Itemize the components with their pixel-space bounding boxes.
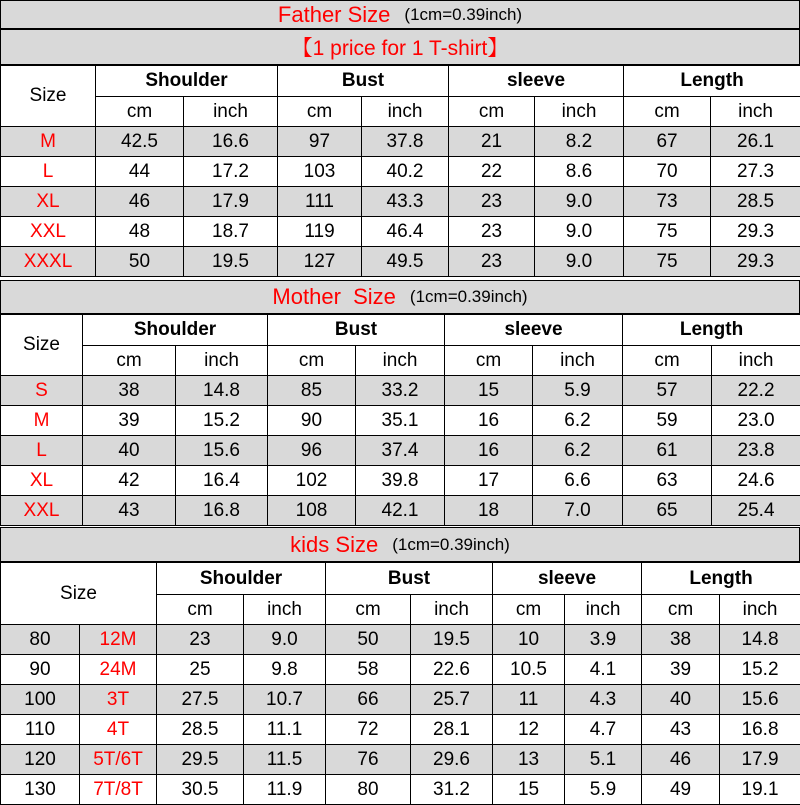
value-cell: 19.5: [411, 625, 493, 655]
table-row: [1, 775, 800, 805]
value-cell: 23: [449, 217, 535, 247]
size-cell: XXL: [1, 217, 96, 247]
unit-row: [1, 346, 800, 376]
value-cell: 119: [278, 217, 362, 247]
value-cell: 40: [642, 685, 720, 715]
table-row: [1, 376, 800, 406]
unit-inch: inch: [244, 595, 326, 625]
value-cell: 35.1: [356, 406, 445, 436]
unit-cm: cm: [642, 595, 720, 625]
value-cell: 46: [642, 745, 720, 775]
father-unit-note: (1cm=0.39inch): [404, 5, 522, 25]
value-cell: 28.1: [411, 715, 493, 745]
table-row: [1, 217, 800, 247]
value-cell: 15: [445, 376, 533, 406]
value-cell: 97: [278, 127, 362, 157]
value-cell: 27.5: [157, 685, 244, 715]
value-cell: 11.9: [244, 775, 326, 805]
value-cell: 23: [449, 187, 535, 217]
value-cell: 108: [268, 496, 356, 526]
table-row: [1, 715, 800, 745]
value-cell: 67: [624, 127, 711, 157]
value-cell: 111: [278, 187, 362, 217]
value-cell: 103: [278, 157, 362, 187]
size-cell: 12M: [80, 625, 157, 655]
size-cell: 3T: [80, 685, 157, 715]
value-cell: 43: [642, 715, 720, 745]
value-cell: 29.3: [711, 247, 800, 277]
value-cell: 80: [326, 775, 411, 805]
mother-title: Mother Size: [272, 284, 396, 310]
unit-cm: cm: [445, 346, 533, 376]
unit-inch: inch: [565, 595, 642, 625]
value-cell: 25: [157, 655, 244, 685]
height-cell: 80: [1, 625, 80, 655]
group-header: Shoulder: [157, 563, 326, 595]
value-cell: 23: [449, 247, 535, 277]
table-row: [1, 745, 800, 775]
father-title: Father Size: [278, 2, 391, 28]
value-cell: 16.8: [176, 496, 268, 526]
table-row: [1, 685, 800, 715]
value-cell: 22.2: [712, 376, 800, 406]
value-cell: 15.2: [720, 655, 800, 685]
value-cell: 28.5: [711, 187, 800, 217]
value-cell: 16: [445, 436, 533, 466]
value-cell: 48: [96, 217, 184, 247]
unit-cm: cm: [449, 97, 535, 127]
group-header: Shoulder: [96, 66, 278, 97]
value-cell: 17.9: [184, 187, 278, 217]
value-cell: 4.1: [565, 655, 642, 685]
value-cell: 17: [445, 466, 533, 496]
value-cell: 17.9: [720, 745, 800, 775]
value-cell: 28.5: [157, 715, 244, 745]
value-cell: 11: [493, 685, 565, 715]
size-cell: 7T/8T: [80, 775, 157, 805]
table-row: [1, 406, 800, 436]
group-header: sleeve: [445, 315, 623, 346]
header-row: [1, 563, 800, 595]
unit-inch: inch: [711, 97, 800, 127]
value-cell: 16.6: [184, 127, 278, 157]
value-cell: 42: [83, 466, 176, 496]
value-cell: 9.0: [535, 247, 624, 277]
value-cell: 13: [493, 745, 565, 775]
size-header: Size: [1, 66, 96, 127]
group-header: Bust: [268, 315, 445, 346]
unit-inch: inch: [720, 595, 800, 625]
value-cell: 6.6: [533, 466, 623, 496]
value-cell: 42.1: [356, 496, 445, 526]
value-cell: 70: [624, 157, 711, 187]
value-cell: 11.5: [244, 745, 326, 775]
value-cell: 38: [642, 625, 720, 655]
value-cell: 9.0: [535, 187, 624, 217]
value-cell: 5.9: [533, 376, 623, 406]
value-cell: 10.7: [244, 685, 326, 715]
value-cell: 7.0: [533, 496, 623, 526]
value-cell: 25.7: [411, 685, 493, 715]
size-cell: M: [1, 127, 96, 157]
value-cell: 50: [326, 625, 411, 655]
unit-row: [1, 97, 800, 127]
value-cell: 75: [624, 217, 711, 247]
unit-cm: cm: [157, 595, 244, 625]
father-price-band: [0, 29, 800, 65]
value-cell: 26.1: [711, 127, 800, 157]
father-title-band: [0, 0, 800, 29]
value-cell: 39: [642, 655, 720, 685]
value-cell: 42.5: [96, 127, 184, 157]
table-row: [1, 247, 800, 277]
height-cell: 100: [1, 685, 80, 715]
value-cell: 12: [493, 715, 565, 745]
group-header: sleeve: [449, 66, 624, 97]
size-header: Size: [1, 563, 157, 625]
value-cell: 23.0: [712, 406, 800, 436]
table-row: [1, 127, 800, 157]
unit-inch: inch: [356, 346, 445, 376]
unit-inch: inch: [176, 346, 268, 376]
value-cell: 27.3: [711, 157, 800, 187]
value-cell: 8.2: [535, 127, 624, 157]
size-cell: 24M: [80, 655, 157, 685]
value-cell: 76: [326, 745, 411, 775]
table-row: [1, 436, 800, 466]
value-cell: 58: [326, 655, 411, 685]
unit-cm: cm: [96, 97, 184, 127]
value-cell: 73: [624, 187, 711, 217]
unit-cm: cm: [493, 595, 565, 625]
size-cell: M: [1, 406, 83, 436]
mother-unit-note: (1cm=0.39inch): [410, 287, 528, 307]
value-cell: 5.9: [565, 775, 642, 805]
group-header: Bust: [326, 563, 493, 595]
value-cell: 19.5: [184, 247, 278, 277]
value-cell: 85: [268, 376, 356, 406]
size-cell: XL: [1, 187, 96, 217]
value-cell: 31.2: [411, 775, 493, 805]
value-cell: 49: [642, 775, 720, 805]
value-cell: 15.6: [176, 436, 268, 466]
value-cell: 9.0: [244, 625, 326, 655]
value-cell: 37.4: [356, 436, 445, 466]
value-cell: 18: [445, 496, 533, 526]
value-cell: 23.8: [712, 436, 800, 466]
unit-inch: inch: [362, 97, 449, 127]
value-cell: 16.4: [176, 466, 268, 496]
unit-inch: inch: [184, 97, 278, 127]
value-cell: 14.8: [720, 625, 800, 655]
value-cell: 44: [96, 157, 184, 187]
kids-title-band: [0, 527, 800, 562]
value-cell: 46: [96, 187, 184, 217]
value-cell: 40.2: [362, 157, 449, 187]
size-cell: L: [1, 157, 96, 187]
table-row: [1, 655, 800, 685]
value-cell: 38: [83, 376, 176, 406]
group-header: Length: [623, 315, 800, 346]
table-row: [1, 187, 800, 217]
value-cell: 22.6: [411, 655, 493, 685]
father-size-table: [0, 65, 800, 277]
value-cell: 11.1: [244, 715, 326, 745]
group-header: sleeve: [493, 563, 642, 595]
unit-cm: cm: [623, 346, 712, 376]
size-cell: S: [1, 376, 83, 406]
kids-title: kids Size: [290, 532, 378, 558]
price-note: 【1 price for 1 T-shirt】: [292, 32, 509, 62]
value-cell: 102: [268, 466, 356, 496]
unit-cm: cm: [83, 346, 176, 376]
value-cell: 30.5: [157, 775, 244, 805]
value-cell: 63: [623, 466, 712, 496]
group-header: Length: [642, 563, 800, 595]
value-cell: 29.6: [411, 745, 493, 775]
value-cell: 18.7: [184, 217, 278, 247]
kids-size-table: [0, 562, 800, 805]
size-header: Size: [1, 315, 83, 376]
value-cell: 40: [83, 436, 176, 466]
value-cell: 9.0: [535, 217, 624, 247]
kids-unit-note: (1cm=0.39inch): [392, 535, 510, 555]
value-cell: 29.3: [711, 217, 800, 247]
height-cell: 90: [1, 655, 80, 685]
value-cell: 6.2: [533, 436, 623, 466]
value-cell: 4.7: [565, 715, 642, 745]
value-cell: 43: [83, 496, 176, 526]
value-cell: 6.2: [533, 406, 623, 436]
height-cell: 120: [1, 745, 80, 775]
value-cell: 16.8: [720, 715, 800, 745]
value-cell: 9.8: [244, 655, 326, 685]
unit-inch: inch: [535, 97, 624, 127]
value-cell: 21: [449, 127, 535, 157]
table-row: [1, 625, 800, 655]
value-cell: 8.6: [535, 157, 624, 187]
value-cell: 37.8: [362, 127, 449, 157]
table-row: [1, 466, 800, 496]
table-row: [1, 496, 800, 526]
value-cell: 43.3: [362, 187, 449, 217]
unit-cm: cm: [268, 346, 356, 376]
value-cell: 90: [268, 406, 356, 436]
mother-size-table: [0, 314, 800, 526]
value-cell: 24.6: [712, 466, 800, 496]
value-cell: 15.6: [720, 685, 800, 715]
unit-cm: cm: [278, 97, 362, 127]
value-cell: 16: [445, 406, 533, 436]
value-cell: 14.8: [176, 376, 268, 406]
value-cell: 39.8: [356, 466, 445, 496]
value-cell: 33.2: [356, 376, 445, 406]
value-cell: 96: [268, 436, 356, 466]
table-row: [1, 157, 800, 187]
value-cell: 4.3: [565, 685, 642, 715]
value-cell: 22: [449, 157, 535, 187]
value-cell: 66: [326, 685, 411, 715]
value-cell: 19.1: [720, 775, 800, 805]
value-cell: 57: [623, 376, 712, 406]
value-cell: 15: [493, 775, 565, 805]
size-cell: 4T: [80, 715, 157, 745]
value-cell: 65: [623, 496, 712, 526]
value-cell: 39: [83, 406, 176, 436]
value-cell: 3.9: [565, 625, 642, 655]
height-cell: 110: [1, 715, 80, 745]
size-cell: L: [1, 436, 83, 466]
header-row: [1, 66, 800, 97]
value-cell: 17.2: [184, 157, 278, 187]
unit-inch: inch: [533, 346, 623, 376]
value-cell: 72: [326, 715, 411, 745]
value-cell: 61: [623, 436, 712, 466]
group-header: Length: [624, 66, 800, 97]
value-cell: 15.2: [176, 406, 268, 436]
size-cell: XXXL: [1, 247, 96, 277]
unit-inch: inch: [411, 595, 493, 625]
unit-cm: cm: [624, 97, 711, 127]
value-cell: 5.1: [565, 745, 642, 775]
value-cell: 10: [493, 625, 565, 655]
value-cell: 49.5: [362, 247, 449, 277]
value-cell: 50: [96, 247, 184, 277]
group-header: Bust: [278, 66, 449, 97]
value-cell: 23: [157, 625, 244, 655]
size-cell: XXL: [1, 496, 83, 526]
value-cell: 46.4: [362, 217, 449, 247]
size-cell: 5T/6T: [80, 745, 157, 775]
value-cell: 25.4: [712, 496, 800, 526]
value-cell: 59: [623, 406, 712, 436]
size-cell: XL: [1, 466, 83, 496]
value-cell: 75: [624, 247, 711, 277]
height-cell: 130: [1, 775, 80, 805]
value-cell: 127: [278, 247, 362, 277]
group-header: Shoulder: [83, 315, 268, 346]
unit-inch: inch: [712, 346, 800, 376]
mother-title-band: [0, 280, 800, 314]
value-cell: 29.5: [157, 745, 244, 775]
header-row: [1, 315, 800, 346]
unit-cm: cm: [326, 595, 411, 625]
value-cell: 10.5: [493, 655, 565, 685]
